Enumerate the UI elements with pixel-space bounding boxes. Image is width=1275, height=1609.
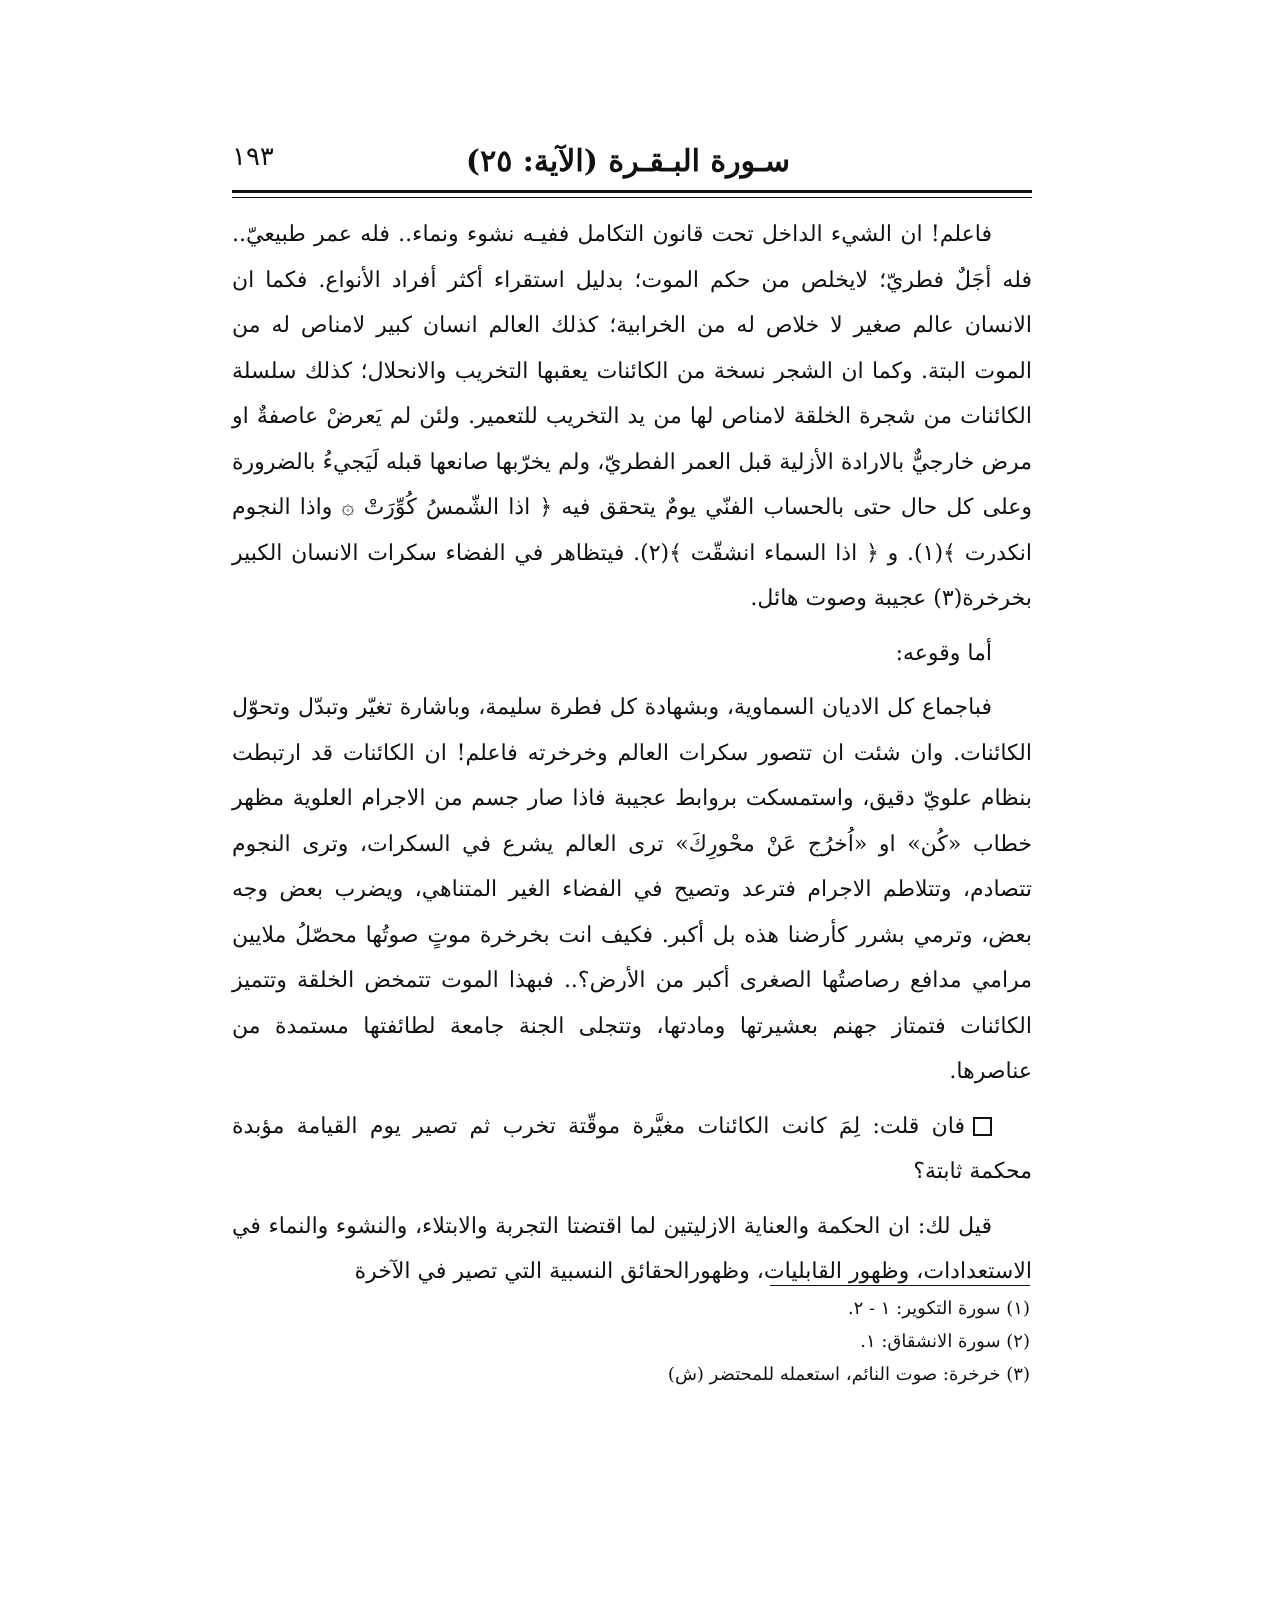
footnote-1: (١) سورة التكوير: ١ - ٢. [847, 1298, 1030, 1319]
footnote-rule [770, 1285, 1030, 1286]
paragraph-2: فباجماع كل الاديان السماوية، وبشهادة كل فطرة سليمة، وباشارة تغيّر وتبدّل وتحوّل الكائنات. وان شئت ان تتصور سكرات العالم وخرخرته فاعلم! ان الكائنات قد ارتبطت بنظام علويّ دقيق، واستمسكت بروابط عجيبة فاذا صار جسم من الاجرام العلوية مظهر خطاب «كُن» او «اُخرُج عَنْ محْورِكَ» ترى العالم يشرع في السكرات، وترى النجوم تتصادم، وتتلاطم الاجرام فترعد وتصيح في الفضاء الغير المتناهي، ويضرب بعض وجه بعض، وترمي بشرر كأرضنا هذه بل أكبر. فكيف انت بخرخرة موتٍ صوتُها محصّلُ ملايين مرامي مدافع رصاصتُها الصغرى أكبر من الأرض؟.. فبهذا الموت تتمخض الخلقة وتتميز الكائنات فتمتاز جهنم بعشيرتها ومادتها، وتتجلى الجنة جامعة لطائفتها مستمدة من عناصرها. [232, 695, 1033, 1084]
sub-heading: أما وقوعه: [895, 640, 992, 666]
paragraph-4: قيل لك: ان الحكمة والعناية الازليتين لما اقتضتا التجربة والابتلاء، والنشوء والنماء في الاستعدادات، وظهور القابليات، وظهورالحقائق النسبية التي تصير في الآخرة [232, 1213, 1032, 1284]
question-box-icon [973, 1117, 992, 1136]
header-rule-thin [232, 197, 1032, 198]
page-number: ١٩٣ [232, 142, 274, 172]
paragraph-1: فاعلم! ان الشيء الداخل تحت قانون التكامل ففيـه نشوء ونماء.. فله عمر طبيعيّ.. فله أجَلٌ فطريّ؛ لايخلص من حكم الموت؛ بدليل استقراء أكثر أفراد الأنواع. فكما ان الانسان عالم صغير لا خلاص له من الخرابية؛ كذلك العالم انسان كبير لامناص له من الموت البتة. وكما ان الشجر نسخة من الكائنات يعقبها التخريب والانحلال؛ كذلك سلسلة الكائنات من شجرة الخلقة لامناص لها من يد التخريب للتعمير. ولئن لم يَعرضْ عاصفةٌ او مرض خارجيٌّ بالارادة الأزلية قبل العمر الفطريّ، ولم يخرّبها صانعها قبله لَيَجيءُ بالضرورة وعلى كل حال حتى بالحساب الفنّي يومٌ يتحقق فيه ﴿ اذا الشّمسُ كُوِّرَتْ ۞ واذا النجوم انكدرت ﴾(١). و ﴿ اذا السماء انشقّت ﴾(٢). فيتظاهر في الفضاء سكرات الانسان الكبير بخرخرة(٣) عجيبة وصوت هائل. [232, 222, 1032, 611]
running-title: سـورة البـقـرة (الآية: ٢٥) [465, 144, 790, 179]
question-paragraph [232, 1104, 1032, 1195]
footnote-2: (٢) سورة الانشقاق: ١. [860, 1331, 1030, 1352]
body-text [232, 212, 1032, 1304]
footnotes [560, 1292, 1030, 1391]
question-text: فان قلت: لِمَ كانت الكائنات مغيَّرة موقّتة تخرب ثم تصير يوم القيامة مؤبدة محكمة ثابتة؟ [232, 1113, 1032, 1184]
header-rule-thick [232, 190, 1032, 193]
footnote-3: (٣) خرخرة: صوت النائم، استعمله للمحتضر (ش) [667, 1364, 1030, 1385]
